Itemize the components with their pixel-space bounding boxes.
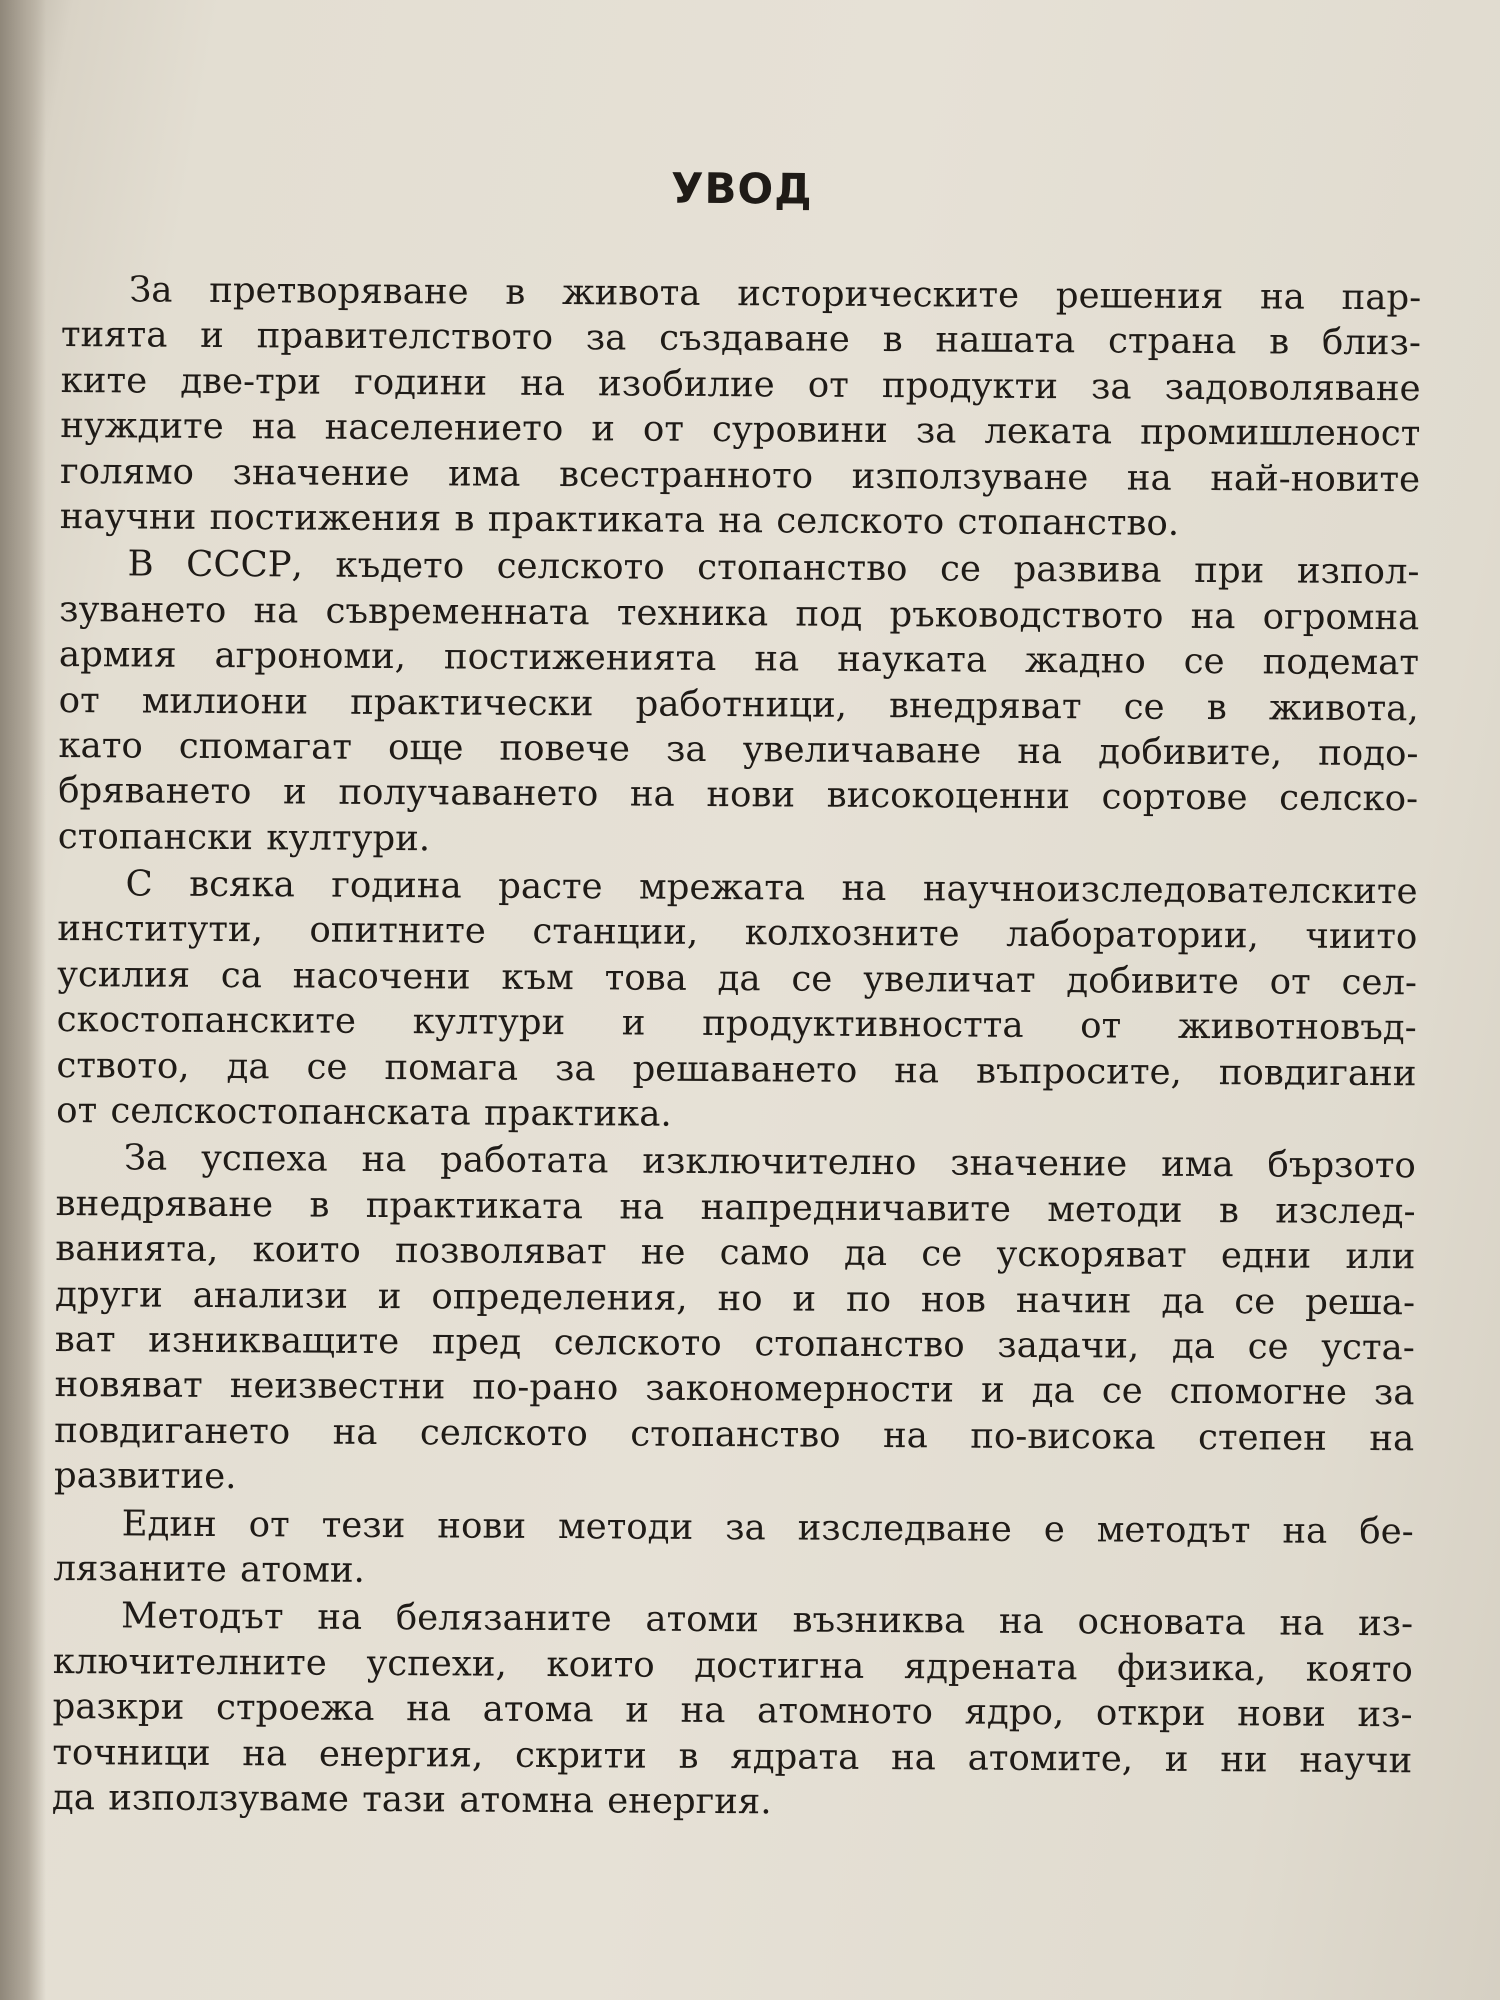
text-line: ството, да се помага за решаването на въпросите, повдигани (56, 1044, 1417, 1094)
text-line: Един от тези нови методи за изследване е методът на бе- (121, 1502, 1414, 1552)
text-line: За претворяване в живота историческите решения на пар- (129, 269, 1422, 319)
paragraph (52, 1593, 1413, 1828)
text-line: внедряване в практиката на напредничавите методи в изслед- (55, 1182, 1416, 1233)
text-line: С всяка година расте мрежата на научноизследователските (125, 863, 1418, 913)
text-line: от селскостопанската практика. (56, 1090, 672, 1135)
text-line: развитие. (53, 1455, 237, 1498)
text-line: зуването на съвременната техника под ръководството на огромна (59, 588, 1420, 639)
text-line: разкри строежа на атома и на атомното ядро, откри нови из- (52, 1686, 1413, 1736)
text-line: ванията, които позволяват не само да се ускоряват едни или (55, 1228, 1416, 1278)
text-line: бряването и получаването на нови високоценни сортове селско- (58, 770, 1419, 820)
page-title: УВОД (670, 163, 813, 214)
paragraph (54, 1135, 1416, 1506)
page-gutter-shadow (0, 0, 46, 2000)
text-line: скостопанските култури и продуктивността от животновъд- (56, 999, 1417, 1049)
text-line: армия агрономи, постиженията на науката жадно се подемат (58, 634, 1420, 684)
text-line: усилия са насочени към това да се увеличат добивите от сел- (56, 953, 1418, 1004)
text-line: институти, опитните станции, колхозните лаборатории, чиито (57, 908, 1418, 958)
text-line: точници на енергия, скрити в ядрата на атомите, и ни научи (52, 1731, 1413, 1781)
text-line: от милиони практически работници, внедряват се в живота, (58, 679, 1419, 729)
paragraph (53, 1501, 1414, 1600)
text-line: ключителните успехи, които достигна ядрената физика, която (52, 1640, 1413, 1690)
text-line: лязаните атоми. (53, 1547, 365, 1591)
text-line: ките две-три години на изобилие от продукти за задоволяване (60, 359, 1421, 410)
text-line: Методът на белязаните атоми възниква на основата на из- (120, 1595, 1414, 1645)
text-line: стопански култури. (57, 815, 431, 859)
text-line: повдигането на селското стопанство на по-висока степен на (54, 1409, 1415, 1460)
paragraph (56, 861, 1418, 1142)
text-line: голямо значение има всестранното използуване на най-новите (59, 450, 1421, 500)
body-paragraphs (52, 267, 1421, 1829)
page-text-block (52, 160, 1422, 1831)
text-line: За успеха на работата изключително значение има бързото (123, 1137, 1417, 1187)
text-line: новяват неизвестни по-рано закономерности и да се спомогне за (54, 1364, 1415, 1414)
text-line: като спомагат още повече за увеличаване на добивите, подо- (58, 724, 1419, 775)
text-line: нуждите на населението и от суровини за леката промишленост (60, 405, 1421, 455)
text-line: тията и правителството за създаване в нашата страна в близ- (60, 314, 1422, 364)
paragraph (60, 267, 1422, 548)
text-line: В СССР, където селското стопанство се развива при изпол- (127, 543, 1420, 593)
text-line: да използуваме тази атомна енергия. (51, 1776, 772, 1823)
text-line: други анализи и определения, но и по нов начин да се реша- (54, 1273, 1416, 1323)
paragraph (58, 541, 1420, 867)
text-line: научни постижения в практиката на селското стопанство. (59, 495, 1180, 544)
text-line: ват изникващите пред селското стопанство задачи, да се уста- (54, 1318, 1415, 1369)
